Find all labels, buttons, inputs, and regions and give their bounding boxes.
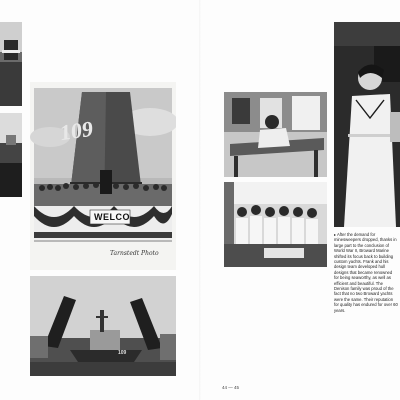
- hull-number: 109: [60, 115, 93, 146]
- page-gutter: [199, 0, 201, 400]
- page-numbers: 44 — 45: [222, 385, 240, 390]
- photo-caption: ▸ After the demand for minesweepers dropped, thanks in large part to the conclusion of World War II, Broward Marine shifted its focus back to building custom yachts. Frank and his design team developed hull designs that became renowned for being seaworthy, as well as efficient and beautiful. The Denison family was proud of the fact that no two Broward yachts were the same. Their reputation for quality has endured for over 60 years.: [334, 232, 398, 313]
- welcome-banner-text: WELCO: [94, 212, 130, 222]
- bridge-hull-number: 109: [118, 350, 127, 356]
- ship-launch-photo: [30, 82, 176, 270]
- ship-through-drawbridge-photo: [30, 276, 176, 376]
- cropped-photo-middle-left: [0, 113, 22, 197]
- cropped-photo-top-left: [0, 22, 22, 106]
- handwritten-photo-credit: Tarnstedt Photo: [110, 250, 159, 257]
- woman-portrait-photo: [334, 22, 400, 227]
- shipyard-workers-group-photo: [224, 182, 327, 267]
- drafting-table-photo: [224, 92, 327, 177]
